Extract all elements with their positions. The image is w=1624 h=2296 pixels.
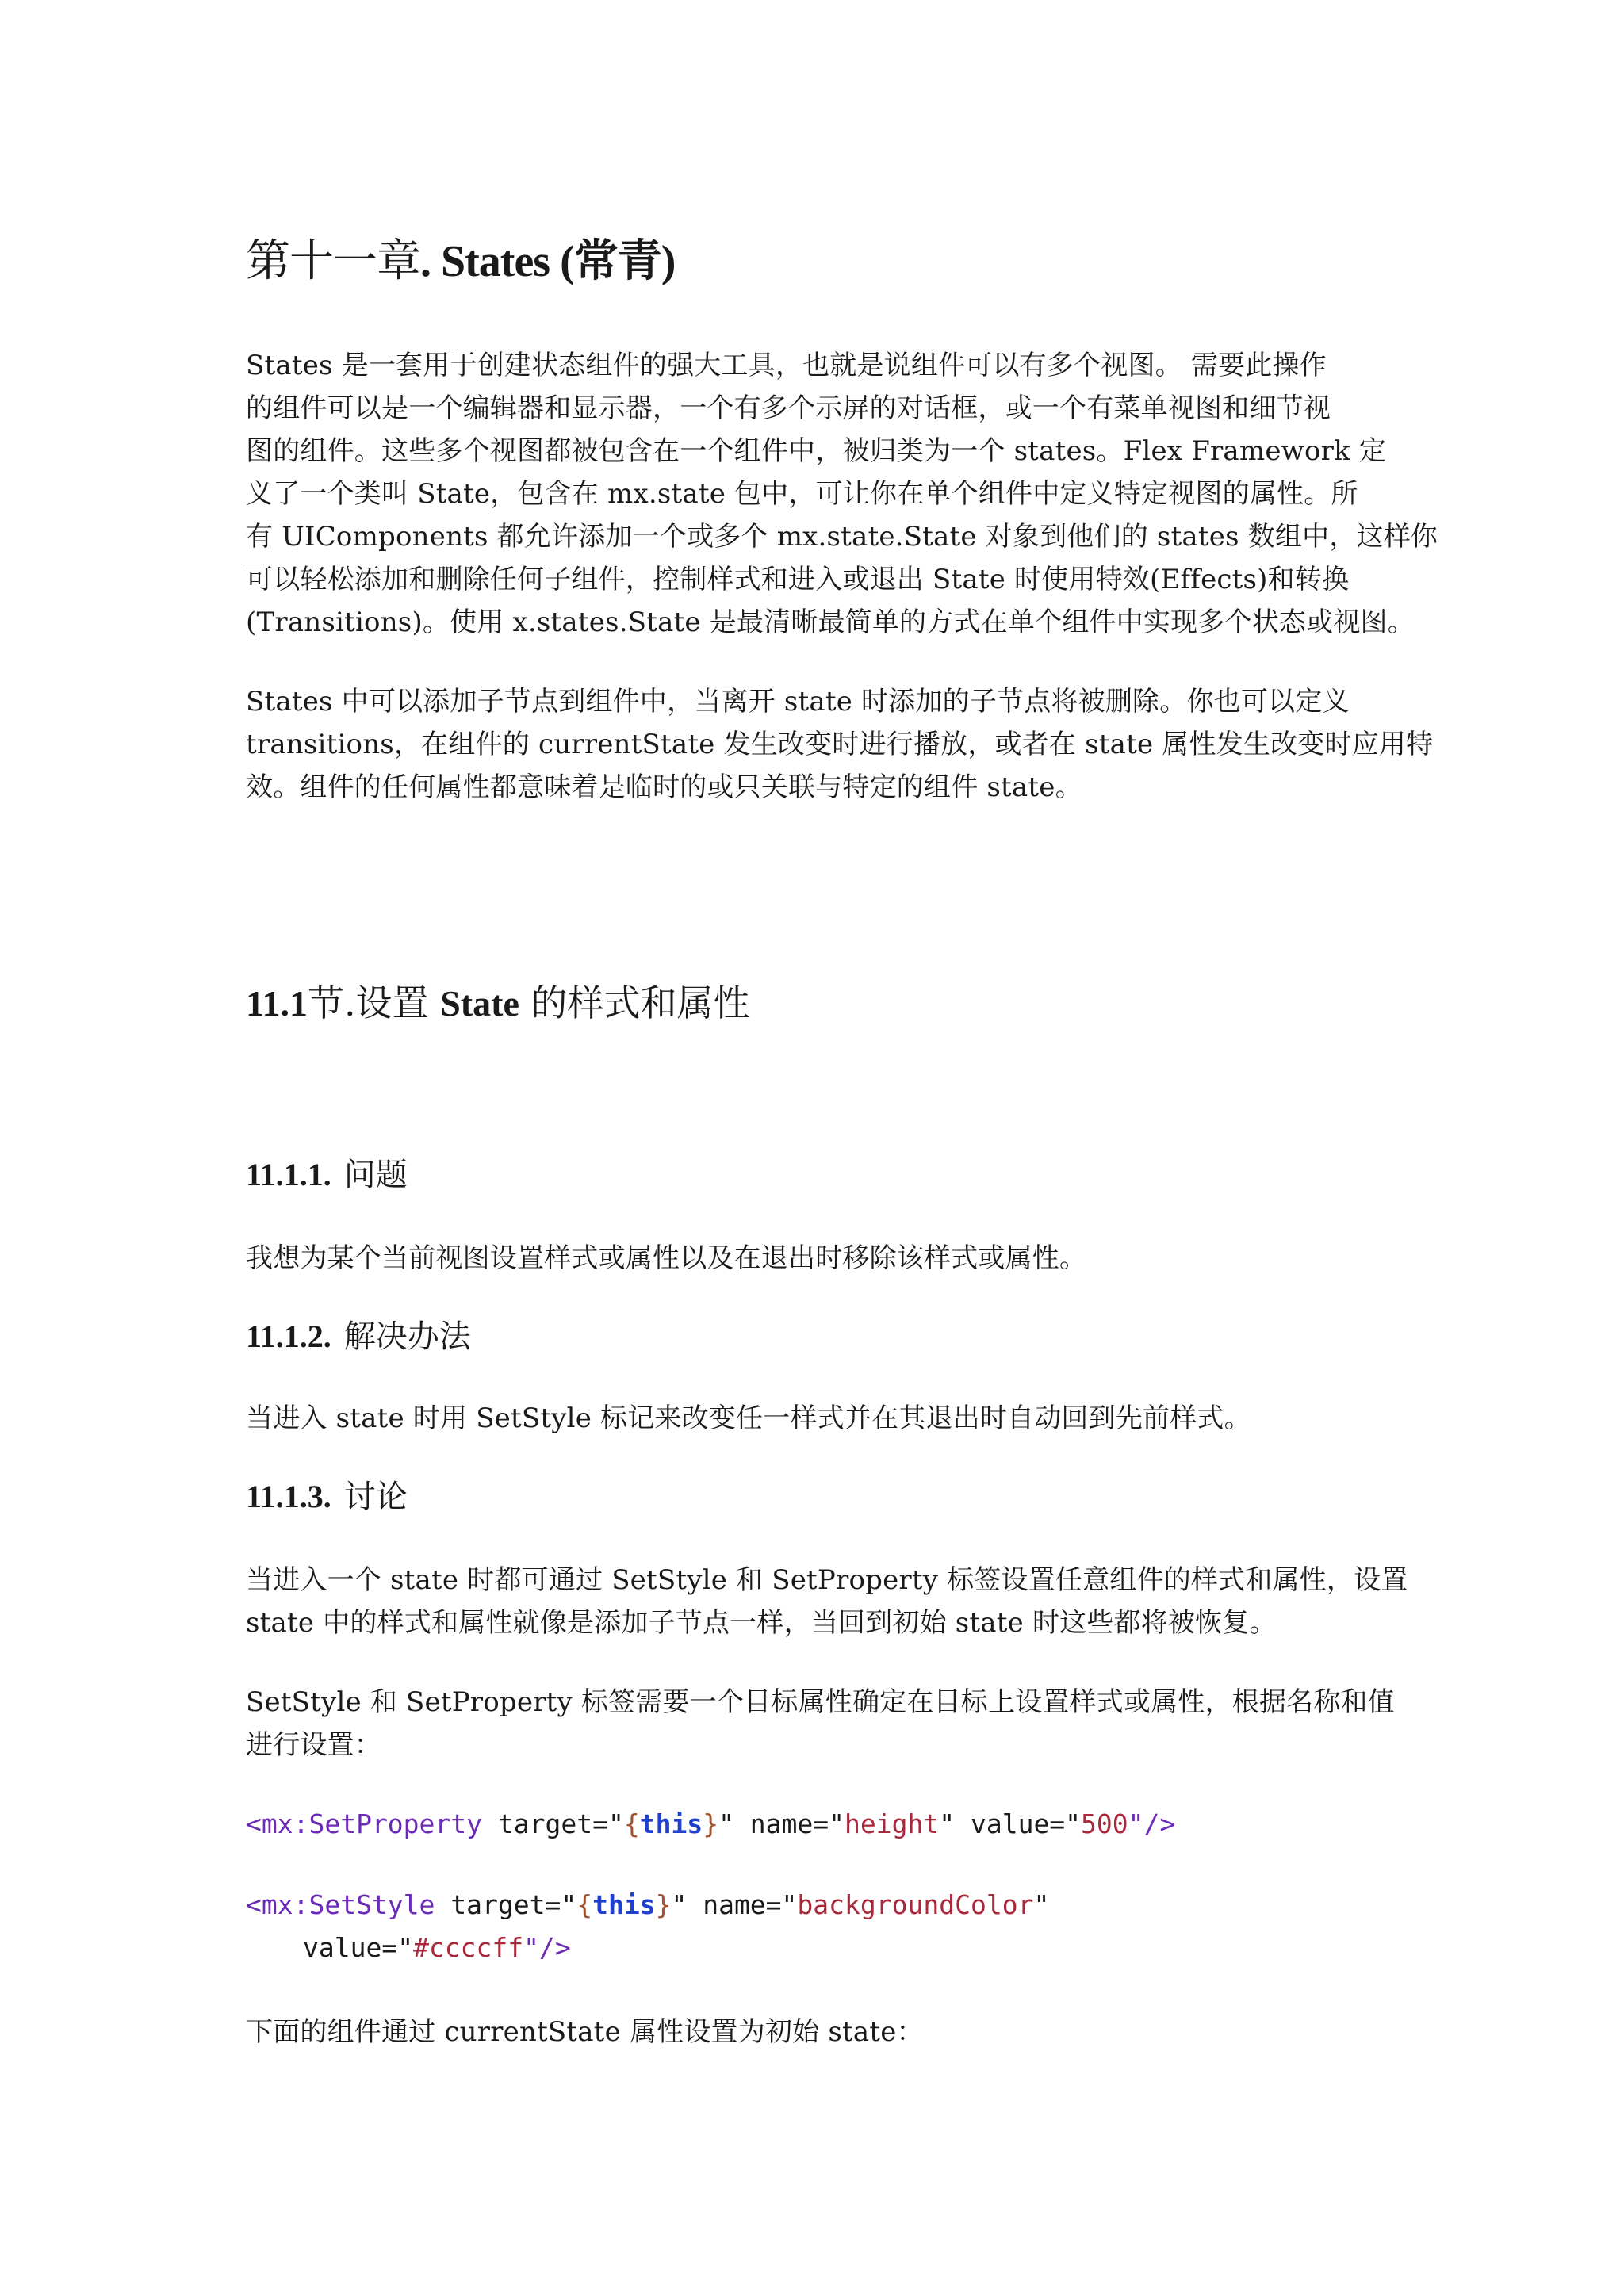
code-attr: value="	[303, 1932, 414, 1963]
subheading-label: 讨论	[343, 1479, 408, 1515]
code-value: #ccccff	[413, 1932, 524, 1963]
intro-paragraph-2	[246, 680, 1434, 809]
paragraph-line: 我想为某个当前视图设置样式或属性以及在退出时移除该样式或属性。	[246, 1242, 1087, 1274]
subheading-discussion	[246, 1473, 408, 1521]
paragraph-line: States 是一套用于创建状态组件的强大工具，也就是说组件可以有多个视图。 需要此操作	[246, 350, 1327, 381]
code-tag: <mx:SetProperty	[246, 1808, 483, 1839]
code-attr: " value="	[939, 1808, 1082, 1839]
code-value: height	[845, 1808, 940, 1839]
subheading-problem	[246, 1151, 408, 1199]
code-sample-setproperty	[246, 1803, 1175, 1846]
chapter-title	[246, 230, 675, 293]
subheading-number: 11.1.1.	[246, 1157, 331, 1192]
paragraph-line: SetStyle 和 SetProperty 标签需要一个目标属性确定在目标上设置样式或属性，根据名称和值	[246, 1686, 1395, 1718]
paragraph-line: 图的组件。这些多个视图都被包含在一个组件中，被归类为一个 states。Flex Framework 定	[246, 435, 1387, 467]
code-brace: }	[703, 1808, 719, 1839]
paragraph-line: (Transitions)。使用 x.states.State 是最清晰最简单的方式在单个组件中实现多个状态或视图。	[246, 607, 1415, 638]
code-attr: target="	[482, 1808, 624, 1839]
paragraph-line: 进行设置：	[246, 1729, 381, 1761]
paragraph-line: 下面的组件通过 currentState 属性设置为初始 state：	[246, 2016, 924, 2048]
discussion-paragraph-2	[246, 1681, 1395, 1766]
code-brace: }	[655, 1889, 672, 1920]
code-sample-setstyle	[246, 1884, 1049, 1969]
code-tag: <mx:SetStyle	[246, 1889, 435, 1920]
paragraph-line: States 中可以添加子节点到组件中，当离开 state 时添加的子节点将被删除。你也可以定义	[246, 686, 1350, 718]
code-attr: "	[1033, 1889, 1050, 1920]
paragraph-line: 当进入一个 state 时都可通过 SetStyle 和 SetProperty 标签设置任意组件的样式和属性，设置	[246, 1564, 1408, 1596]
intro-paragraph-1	[246, 344, 1438, 644]
chapter-title-end: )	[661, 237, 676, 286]
paragraph-line: state 中的样式和属性就像是添加子节点一样，当回到初始 state 时这些都将被恢复。	[246, 1607, 1277, 1639]
code-tag-end: "/>	[1128, 1808, 1176, 1839]
code-attr: target="	[435, 1889, 577, 1920]
code-attr: " name="	[718, 1808, 845, 1839]
subheading-label: 问题	[343, 1157, 408, 1193]
paragraph-line: transitions，在组件的 currentState 发生改变时进行播放，或者在 state 属性发生改变时应用特	[246, 729, 1434, 760]
section-text-a: 节.设置	[307, 982, 441, 1024]
solution-paragraph	[246, 1397, 1380, 1440]
section-title	[246, 975, 749, 1031]
subheading-label: 解决办法	[343, 1318, 471, 1355]
subheading-number: 11.1.2.	[246, 1318, 331, 1354]
subheading-solution	[246, 1313, 471, 1360]
code-brace: {	[576, 1889, 593, 1920]
paragraph-line: 义了一个类叫 State，包含在 mx.state 包中，可让你在单个组件中定义特定视图的属性。所	[246, 478, 1358, 510]
code-tag-end: "/>	[523, 1932, 571, 1963]
code-value: 500	[1081, 1808, 1128, 1839]
section-text-b: 的样式和属性	[519, 982, 750, 1024]
code-brace: {	[623, 1808, 640, 1839]
code-attr: " name="	[671, 1889, 798, 1920]
closing-paragraph	[246, 2011, 1380, 2053]
code-value: backgroundColor	[797, 1889, 1034, 1920]
paragraph-line: 有 UIComponents 都允许添加一个或多个 mx.state.State 对象到他们的 states 数组中，这样你	[246, 521, 1438, 553]
discussion-paragraph-1	[246, 1559, 1408, 1644]
section-number: 11.1	[246, 983, 308, 1024]
code-keyword: this	[592, 1889, 656, 1920]
chapter-title-prefix: 第十一章	[246, 235, 420, 287]
paragraph-line: 的组件可以是一个编辑器和显示器，一个有多个示屏的对话框，或一个有菜单视图和细节视	[246, 392, 1331, 424]
problem-paragraph	[246, 1237, 1380, 1280]
subheading-number: 11.1.3.	[246, 1479, 331, 1514]
paragraph-line: 可以轻松添加和删除任何子组件，控制样式和进入或退出 State 时使用特效(Effects)和转换	[246, 564, 1350, 595]
code-keyword: this	[639, 1808, 703, 1839]
chapter-title-cn: 常青	[573, 237, 661, 286]
paragraph-line: 当进入 state 时用 SetStyle 标记来改变任一样式并在其退出时自动回到先前样式。	[246, 1402, 1251, 1434]
chapter-title-bold: . States (	[420, 237, 574, 286]
paragraph-line: 效。组件的任何属性都意味着是临时的或只关联与特定的组件 state。	[246, 771, 1082, 803]
section-text-bold: State	[440, 983, 519, 1024]
